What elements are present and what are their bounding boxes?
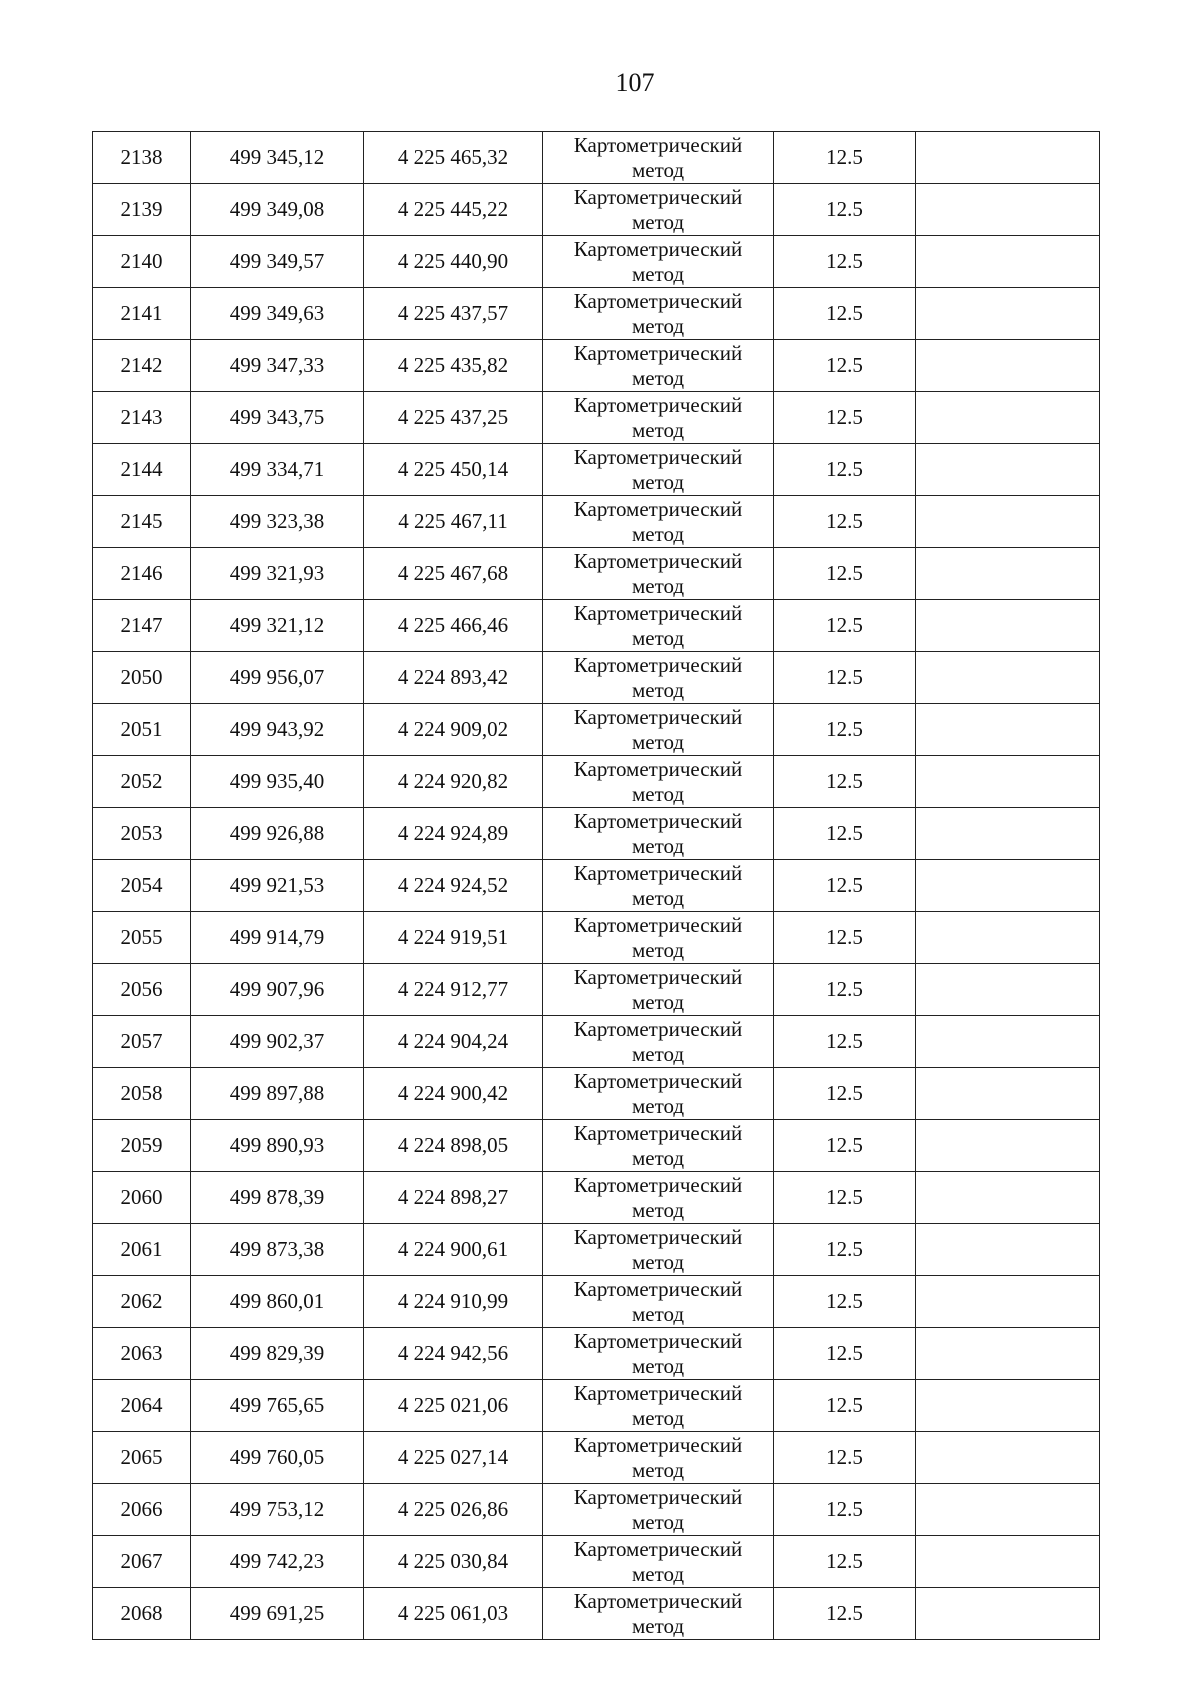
empty-cell: [916, 184, 1100, 236]
table-row: [93, 1276, 1100, 1328]
y-coordinate-cell: 4 225 445,22: [364, 184, 543, 236]
method-cell: [543, 340, 774, 392]
y-coordinate-cell: 4 225 467,68: [364, 548, 543, 600]
x-coordinate-cell: 499 760,05: [191, 1432, 364, 1484]
x-coordinate-cell: 499 349,63: [191, 288, 364, 340]
method-line-2: метод: [631, 209, 685, 234]
y-coordinate-cell: 4 225 435,82: [364, 340, 543, 392]
method-line-2: метод: [631, 833, 685, 858]
method-line-2: метод: [631, 677, 685, 702]
empty-cell: [916, 1588, 1100, 1640]
method-line-2: метод: [631, 417, 685, 442]
method-cell: [543, 1016, 774, 1068]
point-number-cell: 2067: [93, 1536, 191, 1588]
point-number-cell: 2063: [93, 1328, 191, 1380]
y-coordinate-cell: 4 224 898,05: [364, 1120, 543, 1172]
point-number-cell: 2054: [93, 860, 191, 912]
accuracy-cell: 12.5: [774, 808, 916, 860]
empty-cell: [916, 652, 1100, 704]
table-row: [93, 392, 1100, 444]
point-number-cell: 2061: [93, 1224, 191, 1276]
method-cell: [543, 236, 774, 288]
empty-cell: [916, 1328, 1100, 1380]
point-number-cell: 2060: [93, 1172, 191, 1224]
empty-cell: [916, 704, 1100, 756]
x-coordinate-cell: 499 914,79: [191, 912, 364, 964]
empty-cell: [916, 1016, 1100, 1068]
point-number-cell: 2140: [93, 236, 191, 288]
table-row: [93, 548, 1100, 600]
x-coordinate-cell: 499 907,96: [191, 964, 364, 1016]
y-coordinate-cell: 4 225 440,90: [364, 236, 543, 288]
accuracy-cell: 12.5: [774, 444, 916, 496]
method-cell: [543, 132, 774, 184]
x-coordinate-cell: 499 321,93: [191, 548, 364, 600]
method-cell: [543, 652, 774, 704]
accuracy-cell: 12.5: [774, 1120, 916, 1172]
x-coordinate-cell: 499 765,65: [191, 1380, 364, 1432]
method-line-1: Картометрический: [573, 548, 743, 573]
method-line-2: метод: [631, 937, 685, 962]
empty-cell: [916, 1172, 1100, 1224]
y-coordinate-cell: 4 225 467,11: [364, 496, 543, 548]
point-number-cell: 2144: [93, 444, 191, 496]
table-row: [93, 1172, 1100, 1224]
method-line-1: Картометрический: [573, 1484, 743, 1509]
empty-cell: [916, 392, 1100, 444]
method-line-2: метод: [631, 313, 685, 338]
empty-cell: [916, 236, 1100, 288]
accuracy-cell: 12.5: [774, 1016, 916, 1068]
y-coordinate-cell: 4 224 904,24: [364, 1016, 543, 1068]
method-line-2: метод: [631, 729, 685, 754]
empty-cell: [916, 808, 1100, 860]
method-line-1: Картометрический: [573, 496, 743, 521]
x-coordinate-cell: 499 347,33: [191, 340, 364, 392]
x-coordinate-cell: 499 921,53: [191, 860, 364, 912]
method-line-2: метод: [631, 573, 685, 598]
method-cell: [543, 704, 774, 756]
method-line-2: метод: [631, 521, 685, 546]
point-number-cell: 2051: [93, 704, 191, 756]
point-number-cell: 2141: [93, 288, 191, 340]
method-cell: [543, 1380, 774, 1432]
accuracy-cell: 12.5: [774, 340, 916, 392]
x-coordinate-cell: 499 829,39: [191, 1328, 364, 1380]
table-row: [93, 236, 1100, 288]
point-number-cell: 2055: [93, 912, 191, 964]
point-number-cell: 2142: [93, 340, 191, 392]
method-cell: [543, 288, 774, 340]
accuracy-cell: 12.5: [774, 652, 916, 704]
x-coordinate-cell: 499 345,12: [191, 132, 364, 184]
table-row: [93, 756, 1100, 808]
y-coordinate-cell: 4 225 437,57: [364, 288, 543, 340]
x-coordinate-cell: 499 343,75: [191, 392, 364, 444]
method-cell: [543, 1276, 774, 1328]
y-coordinate-cell: 4 225 030,84: [364, 1536, 543, 1588]
x-coordinate-cell: 499 902,37: [191, 1016, 364, 1068]
point-number-cell: 2147: [93, 600, 191, 652]
method-line-2: метод: [631, 1457, 685, 1482]
method-cell: [543, 912, 774, 964]
page-number: 107: [615, 68, 655, 97]
y-coordinate-cell: 4 224 900,42: [364, 1068, 543, 1120]
empty-cell: [916, 1068, 1100, 1120]
method-cell: [543, 1588, 774, 1640]
table-row: [93, 496, 1100, 548]
x-coordinate-cell: 499 323,38: [191, 496, 364, 548]
method-line-1: Картометрический: [573, 1120, 743, 1145]
accuracy-cell: 12.5: [774, 288, 916, 340]
method-line-1: Картометрический: [573, 288, 743, 313]
table-row: [93, 860, 1100, 912]
method-line-2: метод: [631, 625, 685, 650]
x-coordinate-cell: 499 890,93: [191, 1120, 364, 1172]
y-coordinate-cell: 4 225 061,03: [364, 1588, 543, 1640]
point-number-cell: 2139: [93, 184, 191, 236]
x-coordinate-cell: 499 897,88: [191, 1068, 364, 1120]
method-cell: [543, 808, 774, 860]
y-coordinate-cell: 4 225 450,14: [364, 444, 543, 496]
table-row: [93, 1120, 1100, 1172]
table-row: [93, 704, 1100, 756]
accuracy-cell: 12.5: [774, 1380, 916, 1432]
method-line-1: Картометрический: [573, 1068, 743, 1093]
x-coordinate-cell: 499 349,08: [191, 184, 364, 236]
table-row: [93, 132, 1100, 184]
x-coordinate-cell: 499 691,25: [191, 1588, 364, 1640]
y-coordinate-cell: 4 225 466,46: [364, 600, 543, 652]
accuracy-cell: 12.5: [774, 496, 916, 548]
method-line-1: Картометрический: [573, 964, 743, 989]
method-line-2: метод: [631, 157, 685, 182]
point-number-cell: 2052: [93, 756, 191, 808]
y-coordinate-cell: 4 224 909,02: [364, 704, 543, 756]
accuracy-cell: 12.5: [774, 1328, 916, 1380]
method-line-1: Картометрический: [573, 236, 743, 261]
empty-cell: [916, 548, 1100, 600]
empty-cell: [916, 288, 1100, 340]
table-row: [93, 340, 1100, 392]
method-cell: [543, 392, 774, 444]
table-row: [93, 288, 1100, 340]
point-number-cell: 2143: [93, 392, 191, 444]
x-coordinate-cell: 499 878,39: [191, 1172, 364, 1224]
table-row: [93, 1224, 1100, 1276]
method-cell: [543, 1224, 774, 1276]
method-line-1: Картометрический: [573, 392, 743, 417]
y-coordinate-cell: 4 225 026,86: [364, 1484, 543, 1536]
accuracy-cell: 12.5: [774, 1588, 916, 1640]
accuracy-cell: 12.5: [774, 1068, 916, 1120]
x-coordinate-cell: 499 753,12: [191, 1484, 364, 1536]
method-cell: [543, 548, 774, 600]
y-coordinate-cell: 4 225 465,32: [364, 132, 543, 184]
method-line-1: Картометрический: [573, 1276, 743, 1301]
method-line-2: метод: [631, 1197, 685, 1222]
y-coordinate-cell: 4 225 437,25: [364, 392, 543, 444]
table-row: [93, 1380, 1100, 1432]
method-line-1: Картометрический: [573, 912, 743, 937]
method-line-2: метод: [631, 989, 685, 1014]
table-row: [93, 444, 1100, 496]
method-line-1: Картометрический: [573, 1380, 743, 1405]
method-line-2: метод: [631, 1145, 685, 1170]
x-coordinate-cell: 499 334,71: [191, 444, 364, 496]
x-coordinate-cell: 499 873,38: [191, 1224, 364, 1276]
method-cell: [543, 860, 774, 912]
method-line-2: метод: [631, 781, 685, 806]
point-number-cell: 2056: [93, 964, 191, 1016]
method-cell: [543, 1172, 774, 1224]
method-line-1: Картометрический: [573, 1536, 743, 1561]
y-coordinate-cell: 4 224 920,82: [364, 756, 543, 808]
method-cell: [543, 964, 774, 1016]
x-coordinate-cell: 499 935,40: [191, 756, 364, 808]
method-cell: [543, 756, 774, 808]
method-line-1: Картометрический: [573, 1172, 743, 1197]
method-line-1: Картометрический: [573, 1224, 743, 1249]
y-coordinate-cell: 4 225 027,14: [364, 1432, 543, 1484]
method-line-1: Картометрический: [573, 1432, 743, 1457]
table-row: [93, 652, 1100, 704]
x-coordinate-cell: 499 860,01: [191, 1276, 364, 1328]
y-coordinate-cell: 4 224 898,27: [364, 1172, 543, 1224]
method-line-2: метод: [631, 1249, 685, 1274]
point-number-cell: 2062: [93, 1276, 191, 1328]
y-coordinate-cell: 4 224 924,52: [364, 860, 543, 912]
x-coordinate-cell: 499 321,12: [191, 600, 364, 652]
y-coordinate-cell: 4 224 900,61: [364, 1224, 543, 1276]
accuracy-cell: 12.5: [774, 132, 916, 184]
method-line-2: метод: [631, 1041, 685, 1066]
empty-cell: [916, 496, 1100, 548]
x-coordinate-cell: 499 349,57: [191, 236, 364, 288]
method-line-2: метод: [631, 261, 685, 286]
point-number-cell: 2050: [93, 652, 191, 704]
empty-cell: [916, 600, 1100, 652]
empty-cell: [916, 756, 1100, 808]
accuracy-cell: 12.5: [774, 1172, 916, 1224]
accuracy-cell: 12.5: [774, 704, 916, 756]
y-coordinate-cell: 4 224 893,42: [364, 652, 543, 704]
method-cell: [543, 496, 774, 548]
y-coordinate-cell: 4 224 912,77: [364, 964, 543, 1016]
x-coordinate-cell: 499 926,88: [191, 808, 364, 860]
method-line-2: метод: [631, 885, 685, 910]
table-row: [93, 1432, 1100, 1484]
method-line-1: Картометрический: [573, 184, 743, 209]
method-line-2: метод: [631, 1509, 685, 1534]
coordinates-table: [92, 131, 1100, 1640]
accuracy-cell: 12.5: [774, 1224, 916, 1276]
coordinates-table-body: [93, 132, 1100, 1640]
point-number-cell: 2057: [93, 1016, 191, 1068]
empty-cell: [916, 1276, 1100, 1328]
table-row: [93, 1016, 1100, 1068]
point-number-cell: 2146: [93, 548, 191, 600]
table-row: [93, 1484, 1100, 1536]
y-coordinate-cell: 4 224 924,89: [364, 808, 543, 860]
x-coordinate-cell: 499 956,07: [191, 652, 364, 704]
point-number-cell: 2068: [93, 1588, 191, 1640]
y-coordinate-cell: 4 225 021,06: [364, 1380, 543, 1432]
table-row: [93, 1328, 1100, 1380]
point-number-cell: 2138: [93, 132, 191, 184]
table-row: [93, 808, 1100, 860]
method-line-1: Картометрический: [573, 808, 743, 833]
method-cell: [543, 600, 774, 652]
method-cell: [543, 1120, 774, 1172]
accuracy-cell: 12.5: [774, 548, 916, 600]
empty-cell: [916, 132, 1100, 184]
empty-cell: [916, 964, 1100, 1016]
point-number-cell: 2066: [93, 1484, 191, 1536]
y-coordinate-cell: 4 224 910,99: [364, 1276, 543, 1328]
method-line-2: метод: [631, 469, 685, 494]
accuracy-cell: 12.5: [774, 1432, 916, 1484]
table-row: [93, 184, 1100, 236]
point-number-cell: 2059: [93, 1120, 191, 1172]
table-row: [93, 600, 1100, 652]
method-line-1: Картометрический: [573, 860, 743, 885]
empty-cell: [916, 912, 1100, 964]
accuracy-cell: 12.5: [774, 756, 916, 808]
empty-cell: [916, 1380, 1100, 1432]
method-line-1: Картометрический: [573, 652, 743, 677]
method-cell: [543, 1536, 774, 1588]
accuracy-cell: 12.5: [774, 964, 916, 1016]
table-row: [93, 1588, 1100, 1640]
method-line-1: Картометрический: [573, 756, 743, 781]
method-line-2: метод: [631, 1613, 685, 1638]
method-cell: [543, 444, 774, 496]
empty-cell: [916, 860, 1100, 912]
method-line-2: метод: [631, 365, 685, 390]
method-cell: [543, 1068, 774, 1120]
y-coordinate-cell: 4 224 942,56: [364, 1328, 543, 1380]
method-cell: [543, 184, 774, 236]
method-line-1: Картометрический: [573, 340, 743, 365]
accuracy-cell: 12.5: [774, 600, 916, 652]
point-number-cell: 2058: [93, 1068, 191, 1120]
table-row: [93, 912, 1100, 964]
y-coordinate-cell: 4 224 919,51: [364, 912, 543, 964]
method-line-1: Картометрический: [573, 1016, 743, 1041]
accuracy-cell: 12.5: [774, 392, 916, 444]
accuracy-cell: 12.5: [774, 860, 916, 912]
empty-cell: [916, 340, 1100, 392]
accuracy-cell: 12.5: [774, 236, 916, 288]
empty-cell: [916, 1432, 1100, 1484]
point-number-cell: 2053: [93, 808, 191, 860]
method-cell: [543, 1484, 774, 1536]
method-line-2: метод: [631, 1093, 685, 1118]
empty-cell: [916, 1484, 1100, 1536]
table-row: [93, 1536, 1100, 1588]
accuracy-cell: 12.5: [774, 912, 916, 964]
method-line-2: метод: [631, 1561, 685, 1586]
accuracy-cell: 12.5: [774, 1484, 916, 1536]
table-row: [93, 1068, 1100, 1120]
method-line-1: Картометрический: [573, 1328, 743, 1353]
empty-cell: [916, 1536, 1100, 1588]
point-number-cell: 2064: [93, 1380, 191, 1432]
point-number-cell: 2065: [93, 1432, 191, 1484]
method-line-2: метод: [631, 1405, 685, 1430]
table-row: [93, 964, 1100, 1016]
method-line-2: метод: [631, 1353, 685, 1378]
method-line-2: метод: [631, 1301, 685, 1326]
empty-cell: [916, 444, 1100, 496]
accuracy-cell: 12.5: [774, 1536, 916, 1588]
empty-cell: [916, 1224, 1100, 1276]
accuracy-cell: 12.5: [774, 1276, 916, 1328]
method-line-1: Картометрический: [573, 600, 743, 625]
method-line-1: Картометрический: [573, 444, 743, 469]
empty-cell: [916, 1120, 1100, 1172]
method-line-1: Картометрический: [573, 704, 743, 729]
x-coordinate-cell: 499 742,23: [191, 1536, 364, 1588]
method-line-1: Картометрический: [573, 1588, 743, 1613]
method-cell: [543, 1432, 774, 1484]
point-number-cell: 2145: [93, 496, 191, 548]
accuracy-cell: 12.5: [774, 184, 916, 236]
method-cell: [543, 1328, 774, 1380]
x-coordinate-cell: 499 943,92: [191, 704, 364, 756]
method-line-1: Картометрический: [573, 132, 743, 157]
